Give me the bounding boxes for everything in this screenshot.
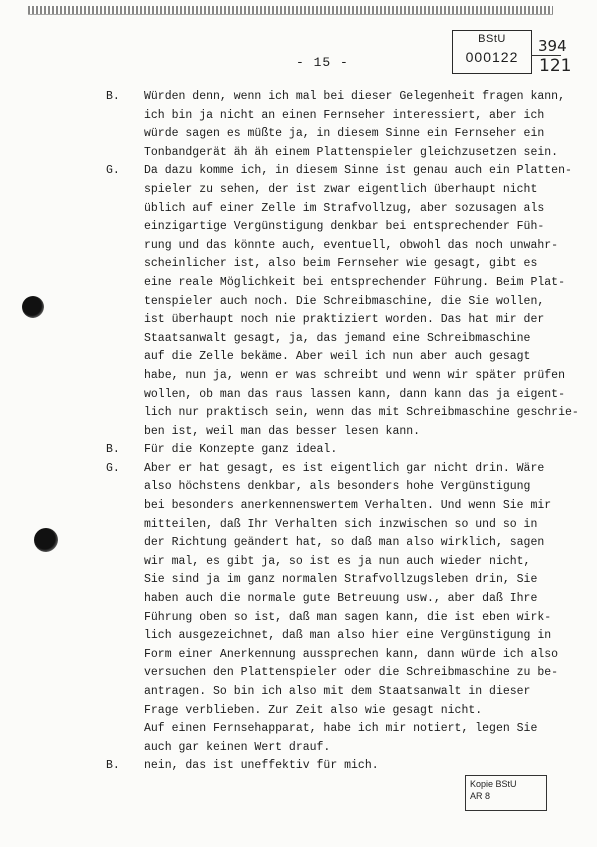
copy-stamp-line2: AR 8 — [470, 791, 491, 801]
transcript-text: Da dazu komme ich, in diesem Sinne ist genau auch ein Platten- — [144, 164, 572, 178]
transcript-line — [106, 683, 576, 702]
transcript-text: lich ausgezeichnet, daß man also hier eine Vergünstigung in — [144, 629, 552, 643]
transcript-text: tenspieler auch noch. Die Schreibmaschine, die Sie wollen, — [144, 294, 545, 308]
transcript-text: haben auch die normale gute Betreuung usw., aber daß Ihre — [144, 592, 538, 606]
transcript-text: auch gar keinen Wert drauf. — [144, 740, 331, 754]
transcript-text: mitteilen, daß Ihr Verhalten sich inzwischen so und so in — [144, 517, 538, 531]
transcript-line — [106, 144, 576, 163]
transcript-line — [106, 720, 576, 739]
transcript-text: rung und das könnte auch, eventuell, obwohl das noch unwahr- — [144, 238, 559, 252]
handwritten-number-top: 394 — [538, 37, 567, 55]
transcript-line — [106, 200, 576, 219]
transcript-text: würde sagen es müßte ja, in diesem Sinne ein Fernseher ein — [144, 127, 545, 141]
transcript-line — [106, 609, 576, 628]
transcript-line — [106, 423, 576, 442]
transcript-line — [106, 293, 576, 312]
transcript-text: lich nur praktisch sein, wenn das mit Schreibmaschine geschrie- — [144, 406, 579, 420]
copy-stamp — [465, 775, 547, 811]
transcript-text: scheinlicher ist, also beim Fernseher wie gesagt, gibt es — [144, 257, 538, 271]
transcript-line — [106, 534, 576, 553]
transcript-line — [106, 107, 576, 126]
transcript-line — [106, 330, 576, 349]
transcript-line — [106, 386, 576, 405]
transcript-text: Auf einen Fernsehapparat, habe ich mir notiert, legen Sie — [144, 722, 538, 736]
transcript-text: ich bin ja nicht an einen Fernseher interessiert, aber ich — [144, 108, 545, 122]
transcript-line — [106, 125, 576, 144]
transcript-line — [106, 571, 576, 590]
transcript-line — [106, 664, 576, 683]
transcript-text: Für die Konzepte ganz ideal. — [144, 443, 338, 457]
transcript-line — [106, 88, 576, 107]
punch-hole-upper — [22, 296, 44, 318]
transcript-line — [106, 162, 576, 181]
transcript-text: Frage verblieben. Zur Zeit also wie gesagt nicht. — [144, 703, 483, 717]
transcript-line — [106, 441, 576, 460]
transcript-text: auf die Zelle bekäme. Aber weil ich nun aber auch gesagt — [144, 350, 531, 364]
transcript-text: einzigartige Vergünstigung denkbar bei entsprechender Füh- — [144, 220, 545, 234]
transcript-line — [106, 757, 576, 776]
transcript-text: üblich auf einer Zelle im Strafvollzug, aber sozusagen als — [144, 201, 545, 215]
transcript-text: habe, nun ja, wenn er was schreibt und wenn wir später prüfen — [144, 368, 565, 382]
page-top-border — [28, 6, 553, 14]
transcript-text: eine reale Möglichkeit bei entsprechender Führung. Beim Plat- — [144, 275, 565, 289]
transcript-text: versuchen den Plattenspieler oder die Schreibmaschine zu be- — [144, 666, 559, 680]
archive-stamp-number: 000122 — [465, 49, 519, 65]
transcript-text: ben ist, weil man das besser lesen kann. — [144, 424, 421, 438]
transcript-line — [106, 646, 576, 665]
transcript-text: wollen, ob man das raus lassen kann, dann kann das ja eigent- — [144, 387, 565, 401]
transcript-text: Staatsanwalt gesagt, ja, das jemand eine Schreibmaschine — [144, 331, 531, 345]
archive-stamp — [452, 30, 532, 74]
transcript-text: ist überhaupt noch nie praktiziert worden. Das hat mir der — [144, 313, 545, 327]
transcript-line — [106, 218, 576, 237]
transcript-line — [106, 702, 576, 721]
transcript-text: Aber er hat gesagt, es ist eigentlich gar nicht drin. Wäre — [144, 461, 545, 475]
transcript-line — [106, 516, 576, 535]
speaker-label: G. — [106, 164, 120, 178]
transcript-line — [106, 478, 576, 497]
speaker-label: B. — [106, 759, 120, 773]
page-top-rule — [28, 14, 553, 15]
handwritten-number-bottom: 121 — [539, 56, 572, 76]
transcript-text: spieler zu sehen, der ist zwar eigentlich überhaupt nicht — [144, 182, 538, 196]
transcript-line — [106, 590, 576, 609]
speaker-label: G. — [106, 461, 120, 475]
copy-stamp-line1: Kopie BStU — [470, 779, 517, 789]
archive-stamp-label: BStU — [478, 33, 506, 45]
transcript-text: also höchstens denkbar, als besonders hohe Vergünstigung — [144, 480, 531, 494]
transcript-text: Würden denn, wenn ich mal bei dieser Gelegenheit fragen kann, — [144, 90, 565, 103]
transcript-text: der Richtung geändert hat, so daß man also wirklich, sagen — [144, 536, 545, 550]
transcript-text: antragen. So bin ich also mit dem Staatsanwalt in dieser — [144, 685, 531, 698]
transcript-text: Form einer Anerkennung aussprechen kann, dann würde ich also — [144, 647, 559, 661]
transcript-text: bei besonders anerkennenswertem Verhalten. Und wenn Sie mir — [144, 499, 552, 513]
transcript-text: nein, das ist uneffektiv für mich. — [144, 759, 379, 773]
transcript-line — [106, 497, 576, 516]
transcript-text: Sie sind ja im ganz normalen Strafvollzugsleben drin, Sie — [144, 573, 538, 587]
punch-hole-lower — [34, 528, 58, 552]
transcript-line — [106, 237, 576, 256]
transcript-line — [106, 311, 576, 330]
transcript-body — [106, 88, 579, 776]
page-number: - 15 - — [296, 55, 349, 70]
transcript-line — [106, 460, 576, 479]
transcript-line — [106, 739, 576, 758]
transcript-line — [106, 274, 576, 293]
transcript-line — [106, 181, 576, 200]
speaker-label: B. — [106, 443, 120, 457]
speaker-label: B. — [106, 90, 120, 103]
transcript-text: Tonbandgerät äh äh einem Plattenspieler gleichzusetzen sein. — [144, 145, 559, 159]
transcript-line — [106, 627, 576, 646]
transcript-text: Führung oben so ist, daß man sagen kann, die ist eben wirk- — [144, 610, 552, 624]
transcript-line — [106, 367, 576, 386]
transcript-line — [106, 404, 579, 423]
transcript-line — [106, 255, 576, 274]
transcript-line — [106, 348, 576, 367]
transcript-line — [106, 553, 576, 572]
transcript-text: wir mal, es gibt ja, so ist es ja nun auch wieder nicht, — [144, 554, 531, 568]
